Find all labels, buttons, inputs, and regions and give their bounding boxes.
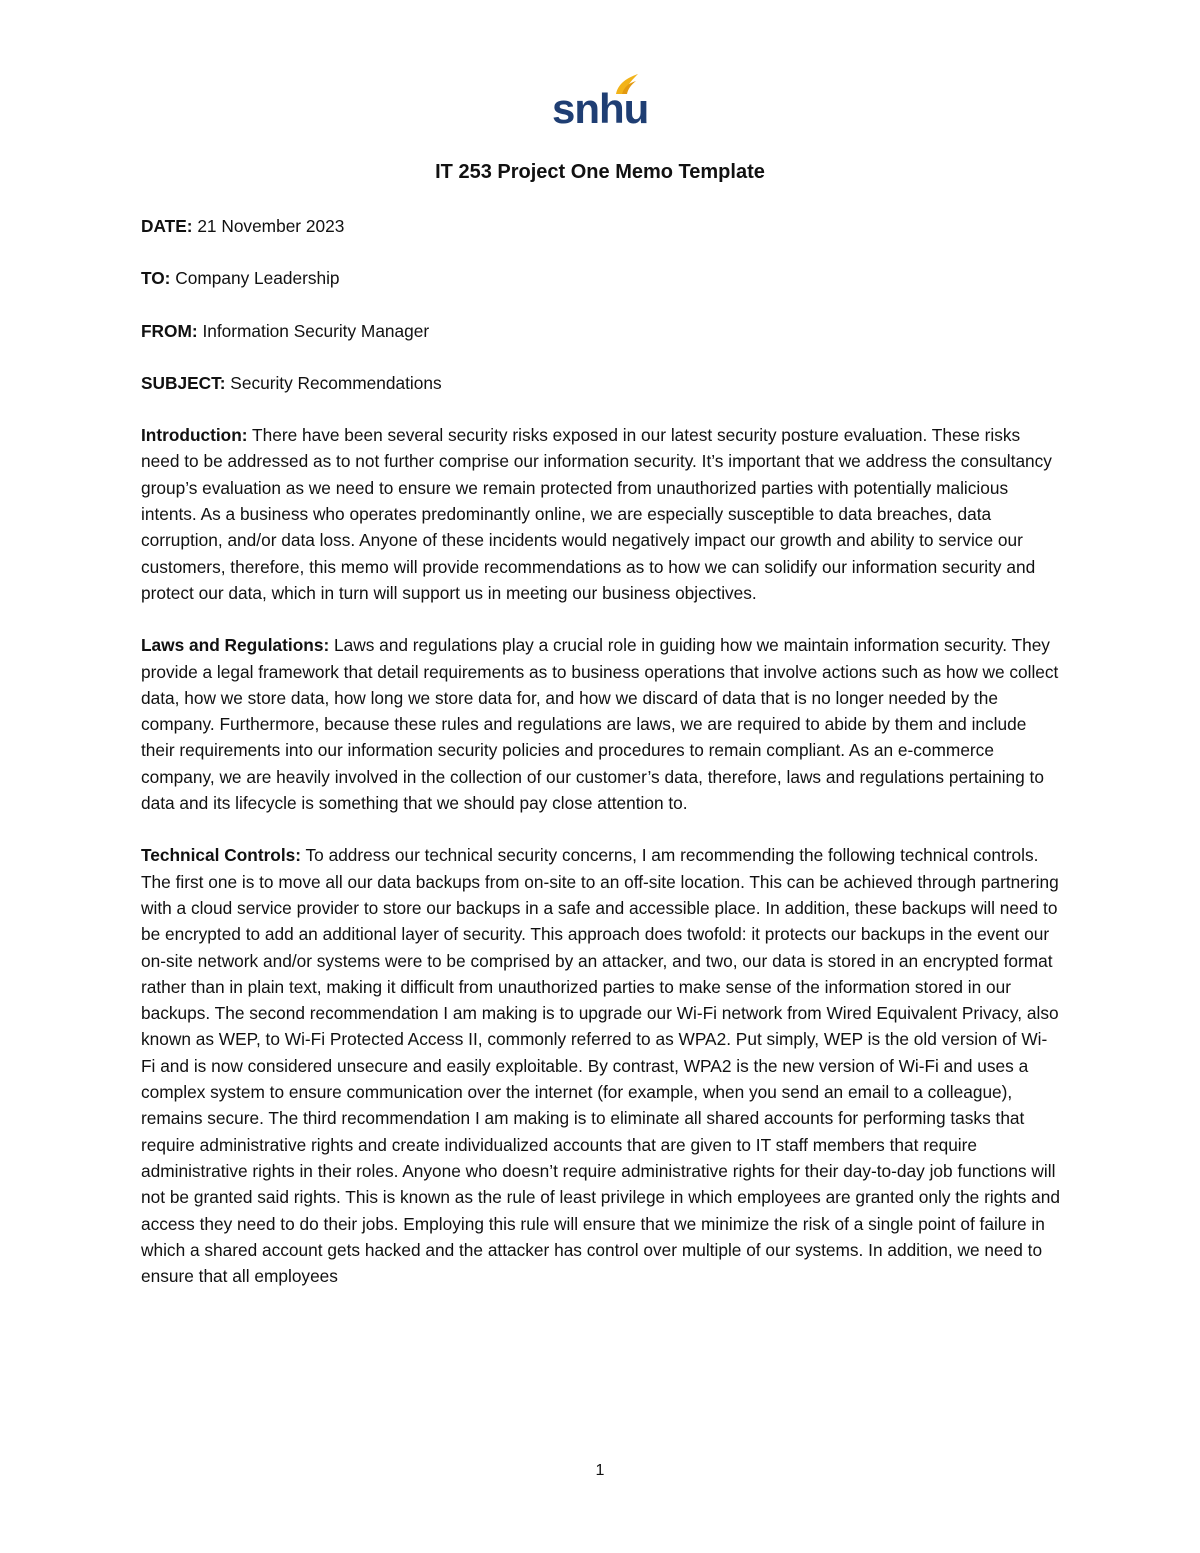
technical-controls-heading: Technical Controls:: [141, 845, 302, 866]
date-value: 21 November 2023: [192, 216, 345, 236]
subject-value: Security Recommendations: [225, 372, 442, 393]
date-label: DATE:: [141, 216, 193, 236]
technical-controls-text: To address our technical security concerns, I am recommending the following technical controls. The first one is to move all our data backups from on-site to an off-site location. This can be achieved through partnering with a cloud service provider to store our backups in a safe and accessible place. In addition, these backups will need to be encrypted to add an additional layer of security. This approach does twofold: it protects our backups in the event our on-site network and/or systems were to be comprised by an attacker, and two, our data is stored in an encrypted format rather than in plain text, making it difficult from unauthorized parties to make sense of the information stored in our backups. The second recommendation I am making is to upgrade our Wi-Fi network from Wired Equivalent Privacy, also known as WEP, to Wi-Fi Protected Access II, commonly referred to as WPA2. Put simply, WEP is the old version of Wi-Fi and is now considered unsecure and easily exploitable. By contrast, WPA2 is the new version of Wi-Fi and uses a complex system to ensure communication over the internet (for example, when you send an email to a colleague), remains secure. The third recommendation I am making is to eliminate all shared accounts for performing tasks that require administrative rights and create individualized accounts that are given to IT staff members that require administrative rights in their roles. Anyone who doesn’t require administrative rights for their day-to-day job functions will not be granted said rights. This is known as the rule of least privilege in which employees are granted only the rights and access they need to do their jobs. Employing this rule will ensure that we minimize the risk of a single point of failure in which a shared account gets hacked and the attacker has control over multiple of our systems. In addition, we need to ensure that all employees: [141, 845, 1060, 1287]
laws-regulations-section: [141, 632, 1061, 816]
document-title: IT 253 Project One Memo Template: [435, 161, 765, 183]
snhu-logo: [552, 72, 649, 134]
technical-controls-section: [141, 842, 1061, 1289]
introduction-section: [141, 422, 1061, 606]
logo-wordmark: snhu: [552, 85, 649, 132]
from-label: FROM:: [141, 320, 198, 341]
memo-body: [141, 213, 1061, 1315]
introduction-text: There have been several security risks exposed in our latest security posture evaluation. These risks need to be addressed as to not further comprise our information security. It’s important that we address the consultancy group’s evaluation as we need to ensure we remain protected from unauthorized parties with potentially malicious intents. As a business who operates predominantly online, we are especially susceptible to data breaches, data corruption, and/or data loss. Anyone of these incidents would negatively impact our growth and ability to service our customers, therefore, this memo will provide recommendations as to how we can solidify our information security and protect our data, which in turn will support us in meeting our business objectives.: [141, 425, 1052, 603]
from-field: [141, 318, 1061, 344]
to-value: Company Leadership: [170, 268, 340, 289]
subject-label: SUBJECT:: [141, 372, 226, 393]
date-field: [141, 213, 1061, 239]
from-value: Information Security Manager: [197, 320, 430, 341]
to-field: [141, 265, 1061, 291]
laws-regulations-text: Laws and regulations play a crucial role in guiding how we maintain information security. They provide a legal framework that detail requirements as to business operations that involve actions such as how we collect data, how we store data, how long we store data for, and how we discard of data that is no longer needed by the company. Furthermore, because these rules and regulations are laws, we are required to abide by them and include their requirements into our information security policies and procedures to remain compliant. As an e-commerce company, we are heavily involved in the collection of our customer’s data, therefore, laws and regulations pertaining to data and its lifecycle is something that we should pay close attention to.: [141, 635, 1059, 814]
page-number: 1: [595, 1462, 605, 1479]
introduction-heading: Introduction:: [141, 425, 248, 446]
laws-regulations-heading: Laws and Regulations:: [141, 635, 330, 656]
to-label: TO:: [141, 268, 171, 289]
subject-field: [141, 370, 1061, 396]
